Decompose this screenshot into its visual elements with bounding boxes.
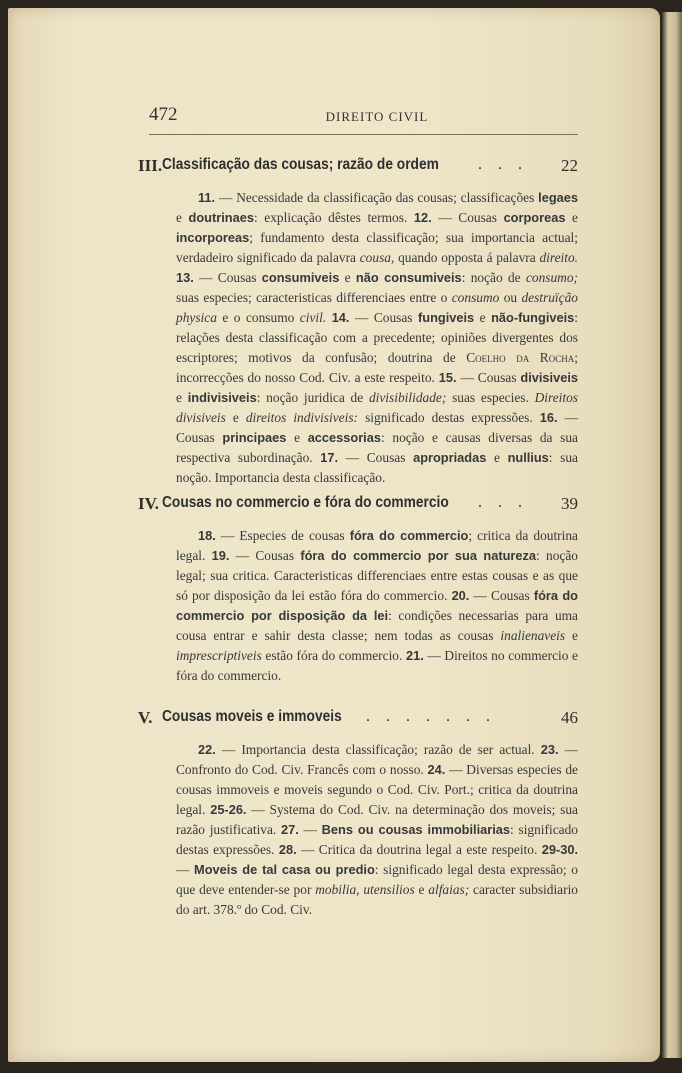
bold-term: Moveis de tal casa ou predio xyxy=(194,862,375,877)
bold-term: 13. xyxy=(176,270,194,285)
bold-term: accessorias xyxy=(307,430,381,445)
text-run: — Cousas xyxy=(469,588,534,603)
text-run: : significado legal desta expressão; o que deve entender-se por xyxy=(176,862,578,897)
section-title: Cousas no commercio e fóra do commercio xyxy=(162,494,449,511)
bold-term: principaes xyxy=(222,430,287,445)
text-run: ou xyxy=(499,290,522,305)
italic-term: imprescriptiveis xyxy=(176,648,262,663)
bold-term: 21. xyxy=(405,648,424,663)
bold-term: fóra do commercio xyxy=(349,528,469,543)
bold-term: 16. xyxy=(539,410,558,425)
bold-term: divisiveis xyxy=(520,370,578,385)
text-run: — Critica da doutrina legal a este respeito. xyxy=(296,842,542,857)
text-run: — Cousas xyxy=(349,310,418,325)
italic-term: consumo; xyxy=(525,270,579,285)
bold-term: fungiveis xyxy=(418,310,475,325)
text-run: e xyxy=(225,410,246,425)
section-page-ref: 22 xyxy=(561,156,578,175)
text-run: e xyxy=(486,450,508,465)
bold-term: 14. xyxy=(331,310,350,325)
text-run: — Systema do Cod. Civ. na determinação dos moveis; sua razão justificativa. xyxy=(176,802,578,837)
page-number: 472 xyxy=(149,104,178,125)
text-run: — Direitos no commercio e fóra do commercio. xyxy=(176,648,578,683)
bold-term: 11. xyxy=(198,190,216,205)
dot-leader: . . . xyxy=(478,494,528,511)
book-spine-edge xyxy=(662,12,682,1058)
bold-term: 18. xyxy=(198,528,216,543)
dot-leader: . . . . . . . xyxy=(366,708,496,725)
running-title: DIREITO CIVIL xyxy=(325,109,429,124)
text-run: caracter subsidiario do art. 378.º do Cod. Civ. xyxy=(176,882,578,917)
bold-term: 19. xyxy=(211,548,230,563)
text-run: — Cousas xyxy=(431,210,504,225)
italic-term: alfaias; xyxy=(428,882,470,897)
bold-term: 20. xyxy=(451,588,470,603)
text-run: Coelho da Rocha xyxy=(466,350,575,365)
text-run: — Confronto do Cod. Civ. Francês com o nosso. xyxy=(176,742,578,777)
italic-term: Direitos divisiveis xyxy=(176,390,578,425)
section-page-ref: 39 xyxy=(561,494,578,513)
text-run: e xyxy=(176,390,188,405)
section-numeral: IV. xyxy=(138,494,159,513)
bold-term: 29-30. xyxy=(541,842,579,857)
section-title: Classificação das cousas; razão de ordem xyxy=(162,156,439,173)
section-heading xyxy=(138,708,578,732)
bold-term: 15. xyxy=(438,370,457,385)
bold-term: consumiveis xyxy=(261,270,340,285)
text-run: suas especies. xyxy=(446,390,535,405)
header-rule xyxy=(149,134,578,135)
text-run: — Especies de cousas xyxy=(215,528,350,543)
section-summary xyxy=(176,526,578,686)
section-heading xyxy=(138,494,578,518)
section-iv xyxy=(138,494,579,686)
text-run: e xyxy=(474,310,492,325)
text-run: : explicação dêstes termos. xyxy=(253,210,414,225)
section-summary xyxy=(176,188,578,488)
section-title: Cousas moveis e immoveis xyxy=(162,708,342,725)
italic-term: civil. xyxy=(299,310,327,325)
text-run: — Importancia desta classificação; razão de ser actual. xyxy=(215,742,541,757)
bold-term: legaes xyxy=(538,190,578,205)
text-run: e xyxy=(286,430,308,445)
bold-term: indivisiveis xyxy=(187,390,257,405)
text-run: ; fundamento desta classificação; sua importancia actual; verdadeiro significado da palavra xyxy=(176,230,578,265)
bold-term: 23. xyxy=(540,742,559,757)
text-run: : significado destas expressões. xyxy=(176,822,578,857)
text-run: e xyxy=(176,210,189,225)
bold-term: 27. xyxy=(281,822,299,837)
text-run: — Cousas xyxy=(456,370,521,385)
page-header xyxy=(149,104,578,125)
text-run: significado destas expressões. xyxy=(358,410,540,425)
bold-term: Bens ou cousas immobiliarias xyxy=(321,822,511,837)
text-run: : noção legal; sua critica. Caracteristicas differenciaes entre estas cousas e as que só por disposição da lei estão fóra do commercio. xyxy=(176,548,579,603)
italic-term: direito. xyxy=(539,250,578,265)
section-v xyxy=(138,708,579,920)
text-run: ; incorrecções do nosso Cod. Civ. a este respeito. xyxy=(176,350,578,385)
text-run: : relações desta classificação com a precedente; opiniões divergentes dos escriptores; motivos da confusão; doutrina de xyxy=(176,310,579,365)
section-page-ref: 46 xyxy=(561,708,578,727)
text-run: — Cousas xyxy=(176,410,578,445)
italic-term: mobilia, utensilios xyxy=(315,882,415,897)
bold-term: doutrinaes xyxy=(188,210,254,225)
dot-leader: . . . xyxy=(478,156,528,173)
text-run: : condições necessarias para uma cousa entrar e sahir desta classe; nem todas as cousas xyxy=(176,608,578,643)
italic-term: direitos indivisiveis: xyxy=(245,410,359,425)
section-iii xyxy=(138,156,579,488)
text-run: quando opposta á palavra xyxy=(394,250,540,265)
text-run: e xyxy=(339,270,356,285)
text-run: — xyxy=(298,822,322,837)
italic-term: destruïção physica xyxy=(176,290,578,325)
bold-term: 28. xyxy=(278,842,297,857)
bold-term: corporeas xyxy=(503,210,566,225)
text-run: — Diversas especies de cousas immoveis e moveis segundo o Cod. Civ. Port.; critica da doutrina legal. xyxy=(176,762,578,817)
bold-term: não-fungiveis xyxy=(491,310,575,325)
bold-term: não consumiveis xyxy=(355,270,462,285)
text-run: — Cousas xyxy=(338,450,414,465)
text-run: estão fóra do commercio. xyxy=(261,648,406,663)
bold-term: nullius xyxy=(507,450,549,465)
section-heading xyxy=(138,156,578,180)
text-run: — Cousas xyxy=(193,270,262,285)
text-run: : noção juridica de xyxy=(256,390,369,405)
bold-term: 22. xyxy=(198,742,216,757)
bold-term: 12. xyxy=(413,210,432,225)
italic-term: divisibilidade; xyxy=(368,390,447,405)
text-run: ; critica da doutrina legal. xyxy=(176,528,578,563)
text-run: e xyxy=(565,210,578,225)
bold-term: apropriadas xyxy=(413,450,487,465)
text-run: — Cousas xyxy=(229,548,301,563)
text-run: : noção e causas diversas da sua respectiva subordinação. xyxy=(176,430,578,465)
text-run: suas especies; caracteristicas differenciaes entre o xyxy=(176,290,452,305)
section-numeral: III. xyxy=(138,156,163,175)
text-run: : sua noção. Importancia desta classificação. xyxy=(176,450,579,485)
bold-term: fóra do commercio por sua natureza xyxy=(300,548,537,563)
section-summary xyxy=(176,740,578,920)
text-run: e xyxy=(414,882,429,897)
bold-term: incorporeas xyxy=(176,230,250,245)
text-run: — Necessidade da classificação das cousas; classificações xyxy=(215,190,539,205)
bold-term: fóra do commercio por disposição da lei xyxy=(176,588,578,623)
text-run: e xyxy=(565,628,579,643)
bold-term: 17. xyxy=(320,450,339,465)
text-run: — xyxy=(176,862,195,877)
bold-term: 24. xyxy=(427,762,446,777)
bold-term: 25-26. xyxy=(210,802,247,817)
italic-term: consumo xyxy=(451,290,500,305)
text-run: e o consumo xyxy=(216,310,300,325)
italic-term: cousa, xyxy=(359,250,395,265)
italic-term: inalienaveis xyxy=(500,628,566,643)
section-numeral: V. xyxy=(138,708,153,727)
text-run: : noção de xyxy=(461,270,526,285)
